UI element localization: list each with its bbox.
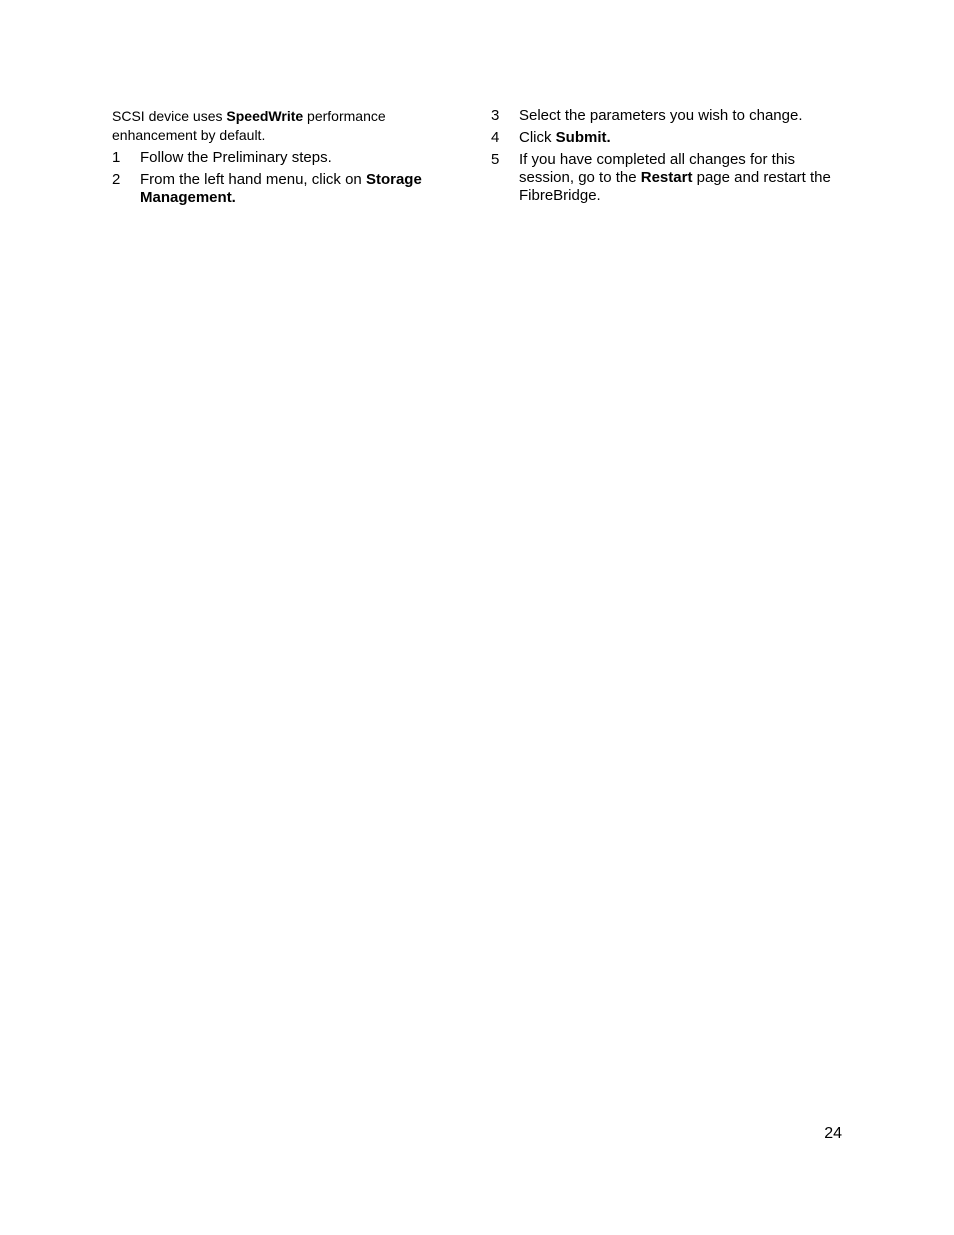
left-column: [112, 107, 452, 211]
step-text-bold: Storage Management.: [140, 171, 422, 206]
step-text-pre: Select the parameters you wish to change.: [519, 107, 803, 124]
step-4: [491, 129, 843, 147]
step-text: [140, 171, 452, 207]
page-number: 24: [824, 1125, 842, 1142]
step-text-bold: Restart: [640, 169, 693, 186]
step-number: 2: [112, 171, 121, 188]
intro-text-bold: SpeedWrite: [226, 108, 304, 124]
intro-paragraph: [112, 107, 452, 145]
step-3: [491, 107, 843, 125]
step-number: 1: [112, 149, 121, 166]
step-number: 3: [491, 107, 500, 124]
step-text-pre: From the left hand menu, click on: [140, 171, 366, 188]
step-text-pre: Follow the Preliminary steps.: [140, 149, 332, 166]
step-2: [112, 171, 452, 207]
step-text: [140, 149, 452, 167]
intro-text-post: performance enhancement by default.: [112, 108, 386, 143]
step-text-pre: If you have completed all changes for this session, go to the: [519, 151, 795, 186]
right-column: [491, 107, 843, 209]
step-text-bold: Submit.: [555, 129, 611, 146]
step-text: [519, 107, 843, 125]
intro-text-pre: SCSI device uses: [112, 108, 227, 124]
step-number: 5: [491, 151, 500, 168]
step-5: [491, 151, 843, 205]
step-1: [112, 149, 452, 167]
step-text: [519, 151, 843, 205]
step-text-post: page and restart the FibreBridge.: [519, 169, 831, 204]
step-number: 4: [491, 129, 500, 146]
step-text-pre: Click: [519, 129, 556, 146]
step-text: [519, 129, 843, 147]
